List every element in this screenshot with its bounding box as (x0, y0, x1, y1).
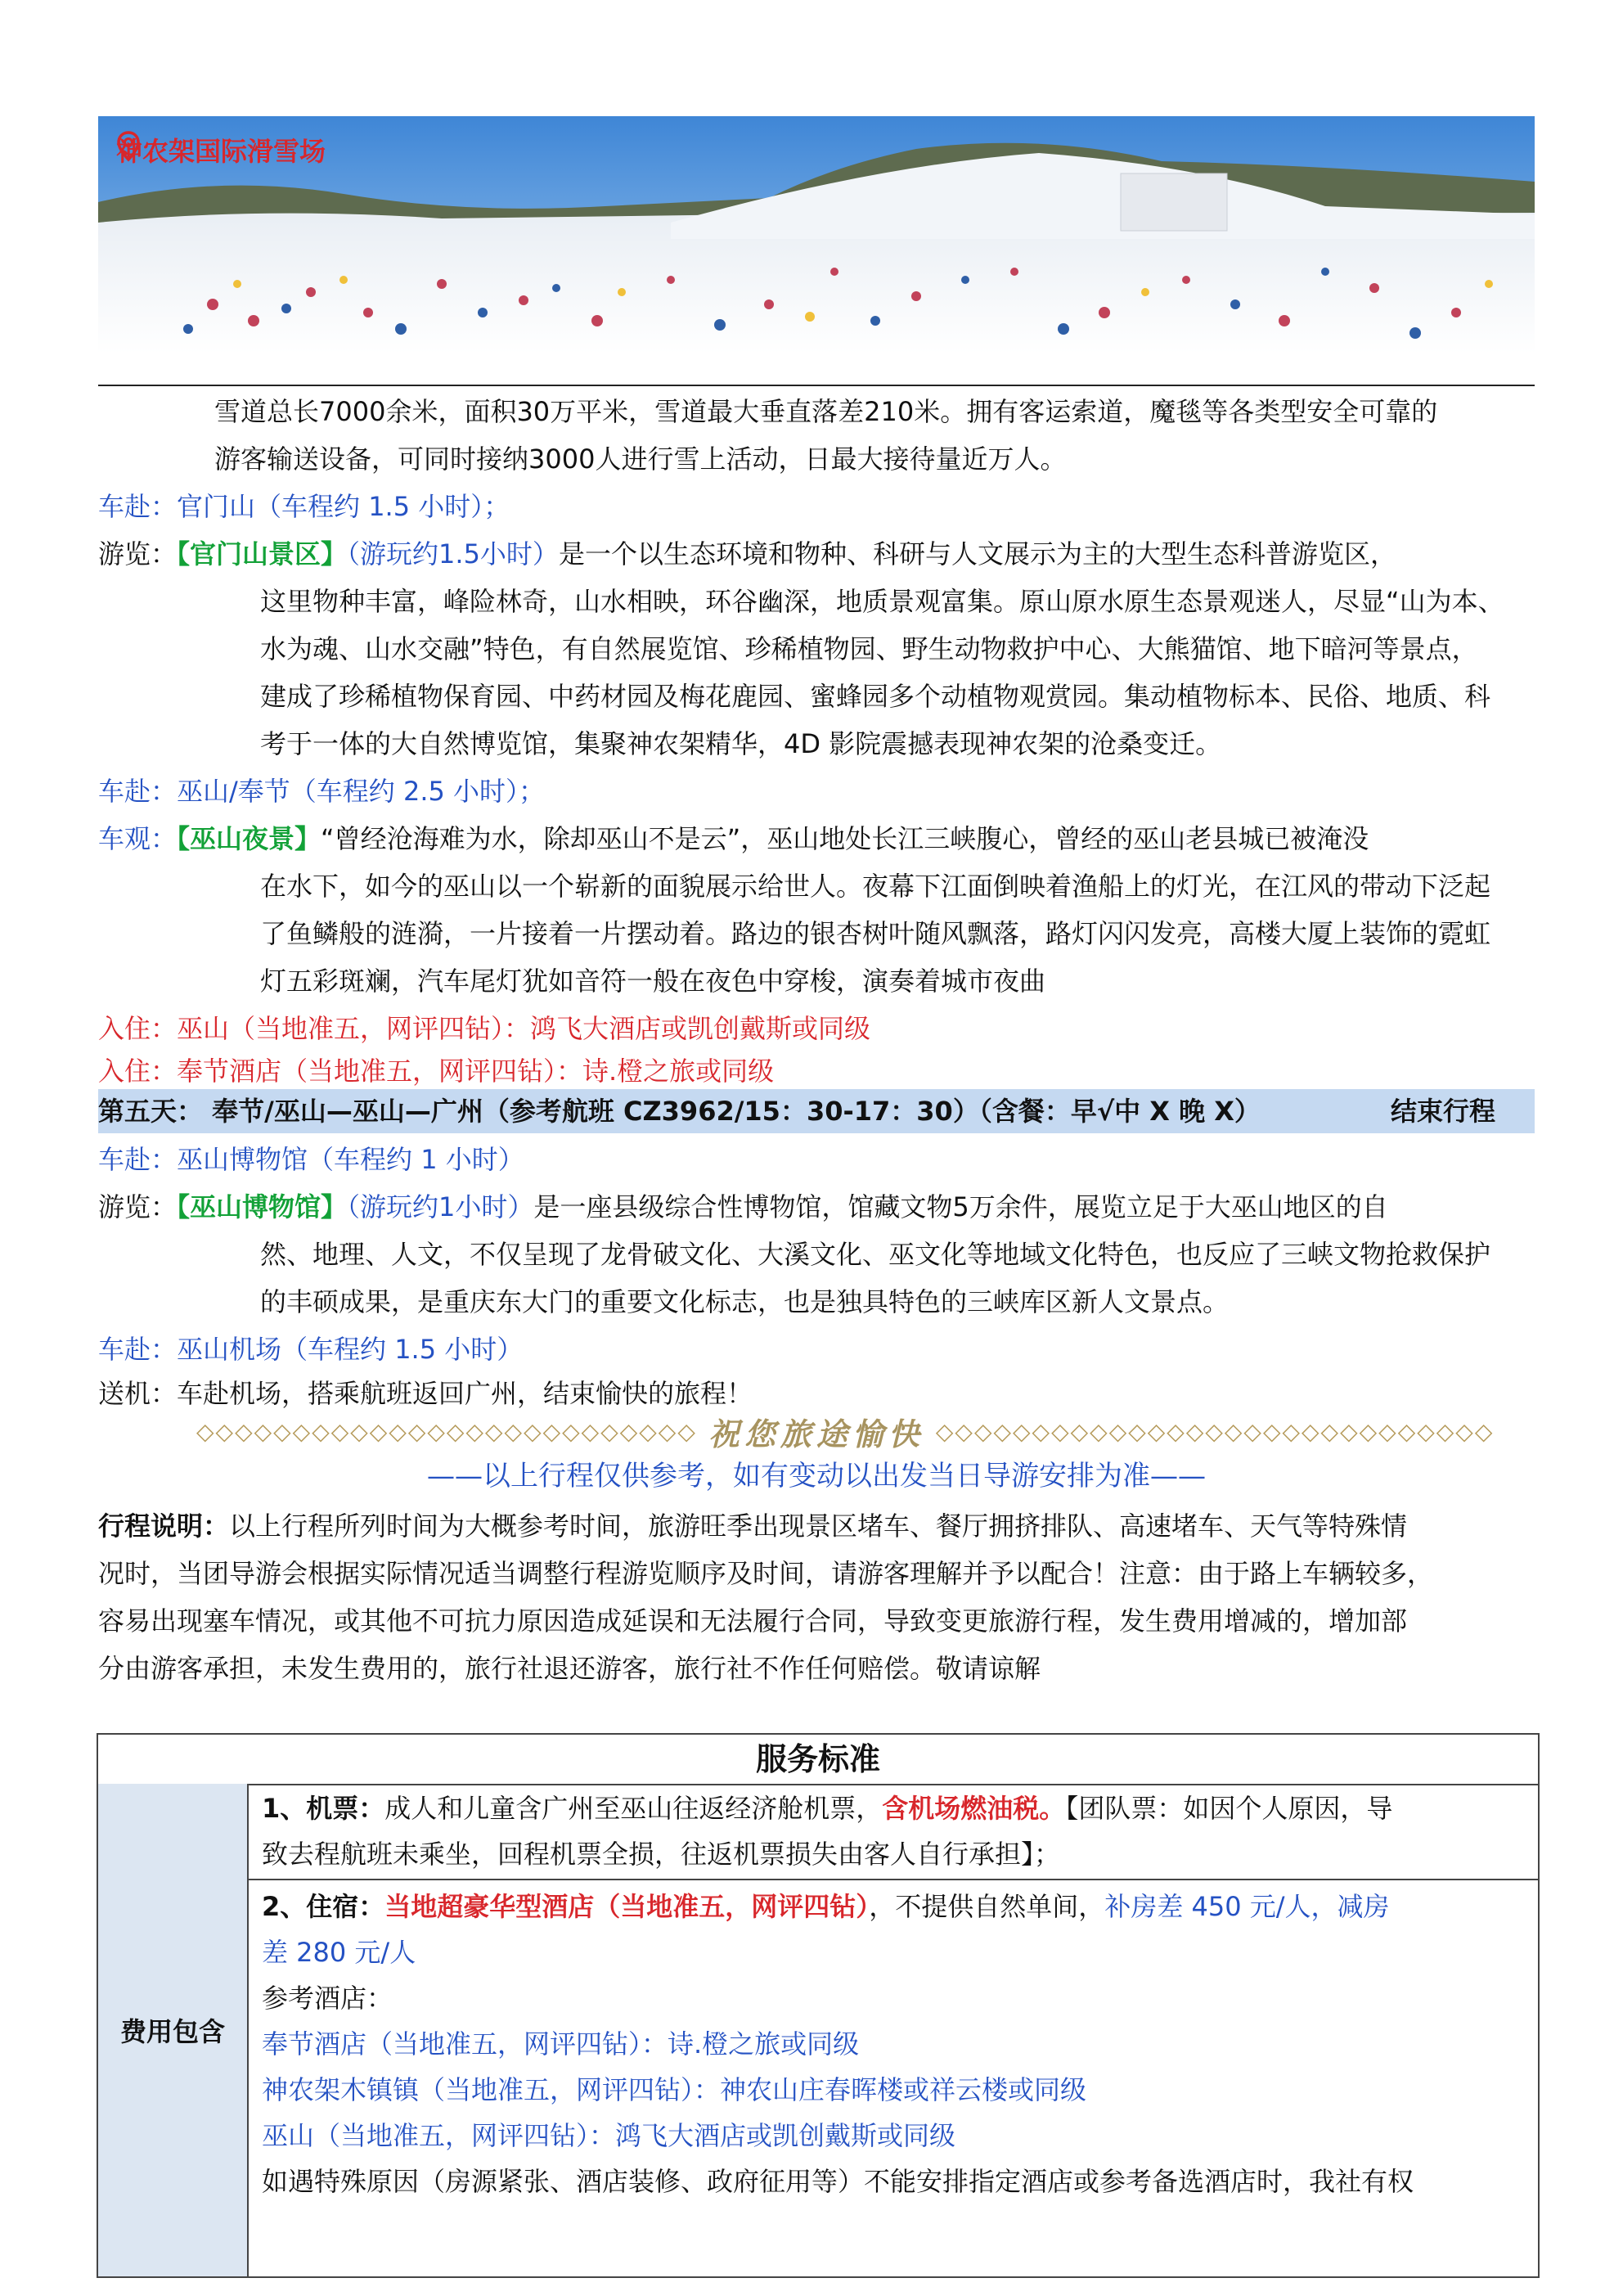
visit-line: 考于一体的大自然博览馆，集聚神农架精华，4D 影院震撼表现神农架的沧桑变迁。 (260, 728, 1222, 759)
visit-line: 这里物种丰富，峰险林奇，山水相映，环谷幽深，地质景观富集。原山原水原生态景观迷人，尽显“山为本、 (260, 586, 1504, 617)
itinerary-note-line: 容易出现塞车情况，或其他不可抗力原因造成延误和无法履行合同，导致变更旅游行程，发生费用增减的，增加部 (98, 1605, 1408, 1636)
drive-airport: 车赴：巫山机场（车程约 1.5 小时） (98, 1334, 524, 1365)
ski-resort-banner (98, 116, 1535, 353)
view-line: 灯五彩斑斓，汽车尾灯犹如音符一般在夜色中穿梭，演奏着城市夜曲 (260, 966, 1046, 997)
visit-line: 建成了珍稀植物保育园、中药材园及梅花鹿园、蜜蜂园多个动植物观赏园。集动植物标本、民俗、地质、科 (260, 681, 1491, 712)
visit-line: 水为魂、山水交融”特色，有自然展览馆、珍稀植物园、野生动物救护中心、大熊猫馆、地下暗河等景点， (260, 633, 1478, 664)
day5-header (98, 1089, 1535, 1133)
wish-dots-left: ◇◇◇◇◇◇◇◇◇◇◇◇◇◇◇◇◇◇◇◇◇◇◇◇◇◇ (196, 1417, 697, 1445)
hotel-option: 巫山（当地准五，网评四钻）：鸿飞大酒店或凯创戴斯或同级 (262, 2120, 956, 2151)
drive-guanmenshan: 车赴：官门山（车程约 1.5 小时）； (98, 491, 510, 522)
wish-dots-right: ◇◇◇◇◇◇◇◇◇◇◇◇◇◇◇◇◇◇◇◇◇◇◇◇◇◇◇◇◇ (935, 1417, 1495, 1445)
wish-banner (196, 1409, 1538, 1453)
visit-line: 的丰硕成果，是重庆东大门的重要文化标志，也是独具特色的三峡库区新人文景点。 (260, 1286, 1230, 1317)
day5-title: 第五天： 奉节/巫山—巫山—广州（参考航班 CZ3962/15：30-17：30）（含餐：早√中 X 晚 X） (98, 1096, 1261, 1127)
stay-fengjie: 入住：奉节酒店（当地准五，网评四钻）：诗.橙之旅或同级 (98, 1056, 775, 1087)
drive-wushan: 车赴：巫山/奉节（车程约 2.5 小时）； (98, 776, 546, 807)
stay-wushan: 入住：巫山（当地准五，网评四钻）：鸿飞大酒店或凯创戴斯或同级 (98, 1013, 871, 1044)
banner-title (116, 131, 326, 169)
fee-include-label: 费用包含 (98, 1784, 249, 2276)
visit-museum: 游览：【巫山博物馆】（游玩约1小时）是一座县级综合性博物馆，馆藏文物5万余件，展览立足于大巫山地区的自 (98, 1191, 1388, 1222)
itinerary-note: 行程说明：以上行程所列时间为大概参考时间，旅游旺季出现景区堵车、餐厅拥挤排队、高速堵车、天气等特殊情 (98, 1510, 1408, 1542)
spot-name: 【巫山夜景】 (177, 823, 321, 854)
divider (98, 385, 1535, 386)
spot-name: 【巫山博物馆】 (177, 1191, 348, 1222)
reference-note: ——以上行程仅供参考，如有变动以出发当日导游安排为准—— (427, 1460, 1206, 1492)
ticket-row: 1、机票：成人和儿童含广州至巫山往返经济舱机票，含机场燃油税。【团队票：如因个人原因，导 (262, 1793, 1393, 1824)
wish-text: 祝您旅途愉快 (708, 1415, 924, 1452)
view-line: 在水下，如今的巫山以一个崭新的面貌展示给世人。夜幕下江面倒映着渔船上的灯光，在江风的带动下泛起 (260, 871, 1491, 902)
view-wushan-night: 车观：【巫山夜景】“曾经沧海难为水，除却巫山不是云”，巫山地处长江三峡腹心，曾经的巫山老县城已被淹没 (98, 823, 1369, 854)
hotel-row-2: 差 280 元/人 (262, 1937, 416, 1968)
row-divider (249, 1879, 1538, 1880)
day5-end: 结束行程 (1391, 1096, 1496, 1127)
hotel-ref-label: 参考酒店： (262, 1983, 393, 2014)
itinerary-note-line: 分由游客承担，未发生费用的，旅行社退还游客，旅行社不作任何赔偿。敬请谅解 (98, 1653, 1041, 1684)
intro-line-1: 雪道总长7000余米，面积30万平米，雪道最大垂直落差210米。拥有客运索道，魔毯等各类型安全可靠的 (214, 396, 1438, 427)
visit-line: 然、地理、人文，不仅呈现了龙骨破文化、大溪文化、巫文化等地域文化特色，也反应了三峡文物抢救保护 (260, 1239, 1491, 1270)
hotel-note: 如遇特殊原因（房源紧张、酒店装修、政府征用等）不能安排指定酒店或参考备选酒店时，我社有权 (262, 2166, 1414, 2197)
itinerary-note-line: 况时，当团导游会根据实际情况适当调整行程游览顺序及时间，请游客理解并予以配合！注意：由于路上车辆较多， (98, 1558, 1434, 1589)
location-pin-icon (116, 131, 141, 162)
banner-label-text: 神农架国际滑雪场 (116, 136, 326, 167)
sendoff: 送机：车赴机场，搭乘航班返回广州，结束愉快的旅程！ (98, 1378, 753, 1409)
hotel-option: 神农架木镇镇（当地准五，网评四钻）：神农山庄春晖楼或祥云楼或同级 (262, 2074, 1087, 2105)
hotel-row: 2、住宿：当地超豪华型酒店（当地准五，网评四钻），不提供自然单间，补房差 450 元/人，减房 (262, 1891, 1390, 1922)
ticket-row-2: 致去程航班未乘坐，回程机票全损，往返机票损失由客人自行承担】； (262, 1839, 1061, 1870)
drive-museum: 车赴：巫山博物馆（车程约 1 小时） (98, 1144, 524, 1175)
visit-guanmenshan: 游览：【官门山景区】（游玩约1.5小时）是一个以生态环境和物种、科研与人文展示为主的大型生态科普游览区， (98, 538, 1396, 569)
view-line: 了鱼鳞般的涟漪，一片接着一片摆动着。路边的银杏树叶随风飘落，路灯闪闪发亮，高楼大厦上装饰的霓虹 (260, 918, 1491, 949)
intro-line-2: 游客输送设备，可同时接纳3000人进行雪上活动，日最大接待量近万人。 (214, 443, 1067, 475)
spot-name: 【官门山景区】 (177, 538, 348, 569)
hotel-option: 奉节酒店（当地准五，网评四钻）：诗.橙之旅或同级 (262, 2028, 860, 2060)
service-title: 服务标准 (98, 1735, 1538, 1785)
service-table (97, 1733, 1540, 2278)
